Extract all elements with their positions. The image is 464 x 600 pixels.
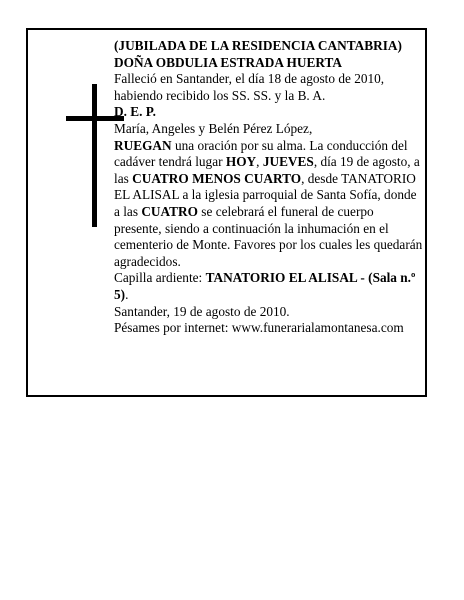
ceremony-paragraph: RUEGAN una oración por su alma. La conducción del cadáver tendrá lugar HOY, JUEVES, día 19 de agosto, a las CUATRO MENOS CUARTO, desde TANATORIO EL ALISAL a la iglesia parroquial de Santa Sofía, donde a las CUATRO se celebrará el funeral de cuerpo presente, siendo a continuación la inhumación en el cementerio de Monte. Favores por los cuales les quedarán agradecidos. xyxy=(114,137,423,269)
obituary-text xyxy=(114,38,424,337)
dep-line: D. E. P. xyxy=(114,104,156,120)
deceased-name: DOÑA OBDULIA ESTRADA HUERTA xyxy=(114,54,342,70)
chapel-line: Capilla ardiente: TANATORIO EL ALISAL - (Sala n.º 5). xyxy=(114,270,416,302)
cross-icon xyxy=(92,84,97,227)
place-date-line: Santander, 19 de agosto de 2010. xyxy=(114,303,290,319)
family-line: María, Angeles y Belén Pérez López, xyxy=(114,120,313,136)
residence-line: (JUBILADA DE LA RESIDENCIA CANTABRIA) xyxy=(114,38,402,53)
condolences-line: Pésames por internet: www.funerarialamontanesa.com xyxy=(114,320,404,336)
death-statement: Falleció en Santander, el día 18 de agosto de 2010, habiendo recibido los SS. SS. y la B. A. xyxy=(114,71,385,103)
